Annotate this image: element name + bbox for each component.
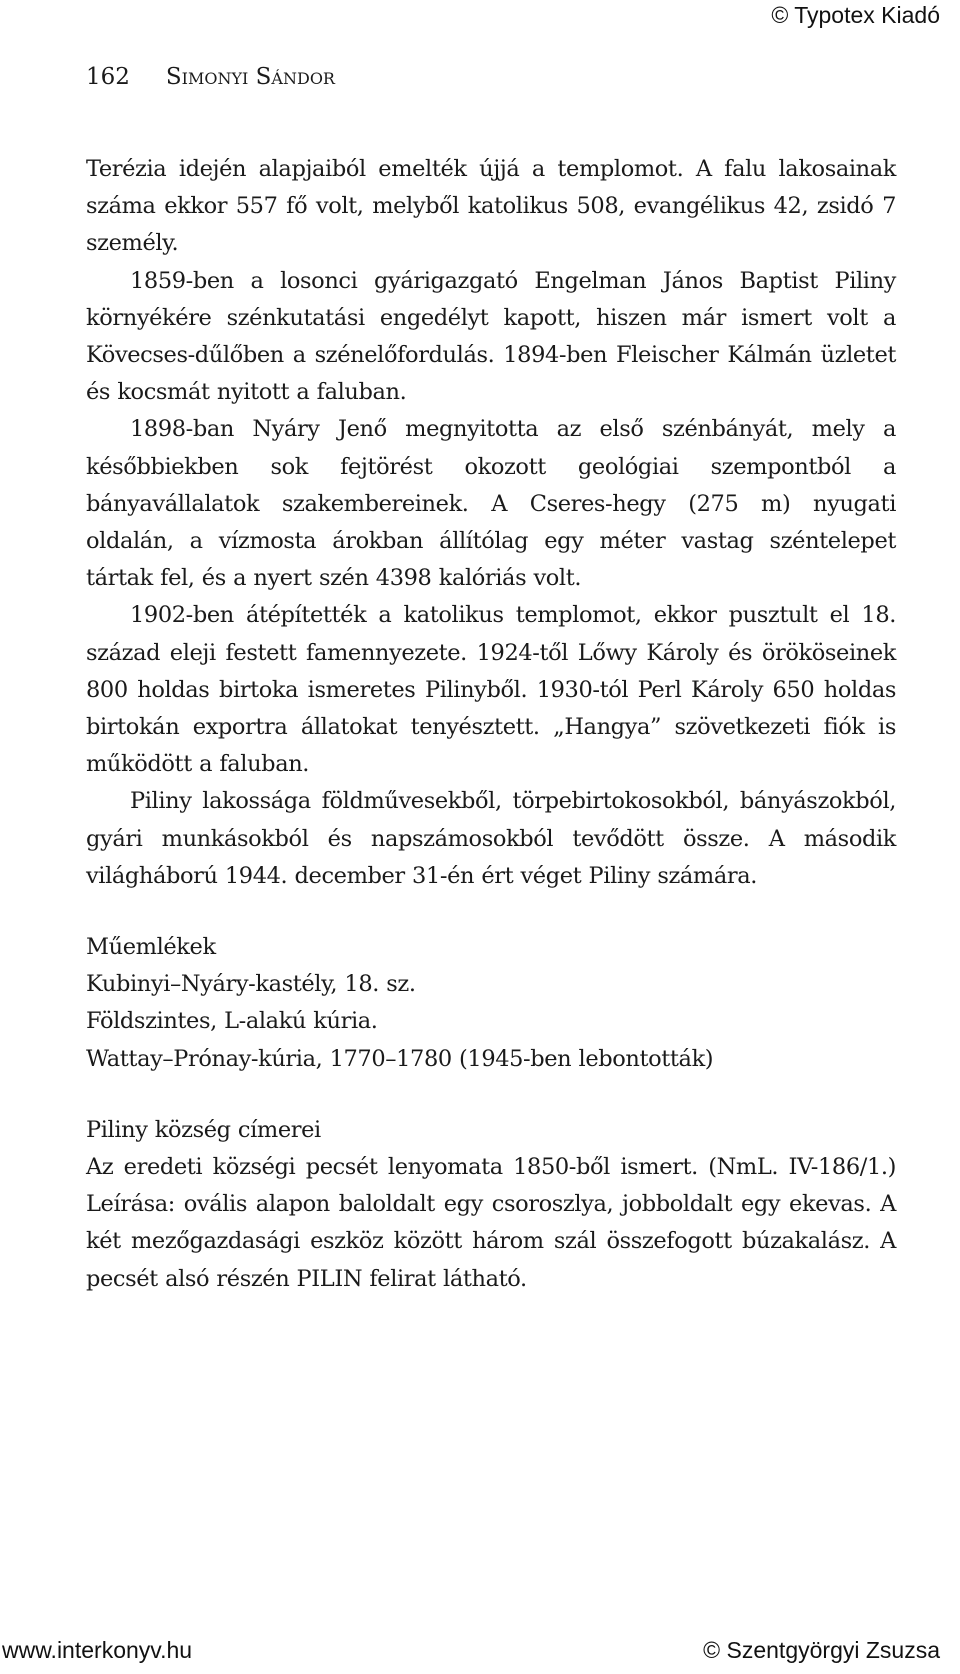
paragraph: 1898-ban Nyáry Jenő megnyitotta az első szénbányát, mely a későbbiekben sok fejtörést okozott geológiai szempontból a bányavállalatok szakembereinek. A Cseres-hegy (275 m) nyugati oldalán, a vízmosta árokban állítólag egy méter vastag széntelepet tártak fel, és a nyert szén 4398 kalóriás volt. xyxy=(86,416,896,592)
list-item: Földszintes, L-alakú kúria. xyxy=(86,1008,378,1035)
monuments-section xyxy=(86,929,896,1078)
running-head xyxy=(86,64,335,90)
list-item: Kubinyi–Nyáry-kastély, 18. sz. xyxy=(86,971,416,998)
author-name: Simonyi Sándor xyxy=(165,64,335,90)
paragraph: Piliny lakossága földművesekből, törpebirtokosokból, bányászokból, gyári munkásokból és napszámosokból tevődött össze. A második világháború 1944. december 31-én ért véget Piliny számára. xyxy=(86,788,896,889)
page-content xyxy=(86,151,896,1298)
section-heading: Piliny község címerei xyxy=(86,1116,321,1143)
publisher-copyright: © Typotex Kiadó xyxy=(771,2,940,28)
paragraph: 1902-ben átépítették a katolikus templomot, ekkor pusztult el 18. század eleji festett famennyezete. 1924-től Lőwy Károly és örököseinek 800 holdas birtoka ismeretes Pilinyből. 1930-tól Perl Károly 650 holdas birtokán exportra állatokat tenyésztett. „Hangya” szövetkezeti fiók is működött a faluban. xyxy=(86,602,896,778)
footer-copyright: © Szentgyörgyi Zsuzsa xyxy=(703,1637,940,1663)
list-item: Wattay–Prónay-kúria, 1770–1780 (1945-ben lebontották) xyxy=(86,1045,714,1072)
page-number: 162 xyxy=(86,64,130,90)
section-heading: Műemlékek xyxy=(86,934,216,961)
paragraph-continuation: Terézia idején alapjaiból emelték újjá a templomot. A falu lakosainak száma ekkor 557 fő volt, melyből katolikus 508, evangélikus 42, zsidó 7 személy. xyxy=(86,156,896,257)
paragraph: 1859-ben a losonci gyárigazgató Engelman János Baptist Piliny környékére szénkutatási engedélyt kapott, hiszen már ismert volt a Kövecses-dűlőben a szénelőfordulás. 1894-ben Fleischer Kálmán üzletet és kocsmát nyitott a faluban. xyxy=(86,267,896,406)
section-text: Az eredeti községi pecsét lenyomata 1850-ből ismert. (NmL. IV-186/1.) Leírása: ovális alapon baloldalt egy csoroszlya, jobboldalt egy ekevas. A két mezőgazdasági eszköz között három szál összefogott búzakalász. A pecsét alsó részén PILIN felirat látható. xyxy=(86,1154,896,1292)
footer-website: www.interkonyv.hu xyxy=(2,1637,193,1663)
coat-of-arms-section xyxy=(86,1112,896,1298)
